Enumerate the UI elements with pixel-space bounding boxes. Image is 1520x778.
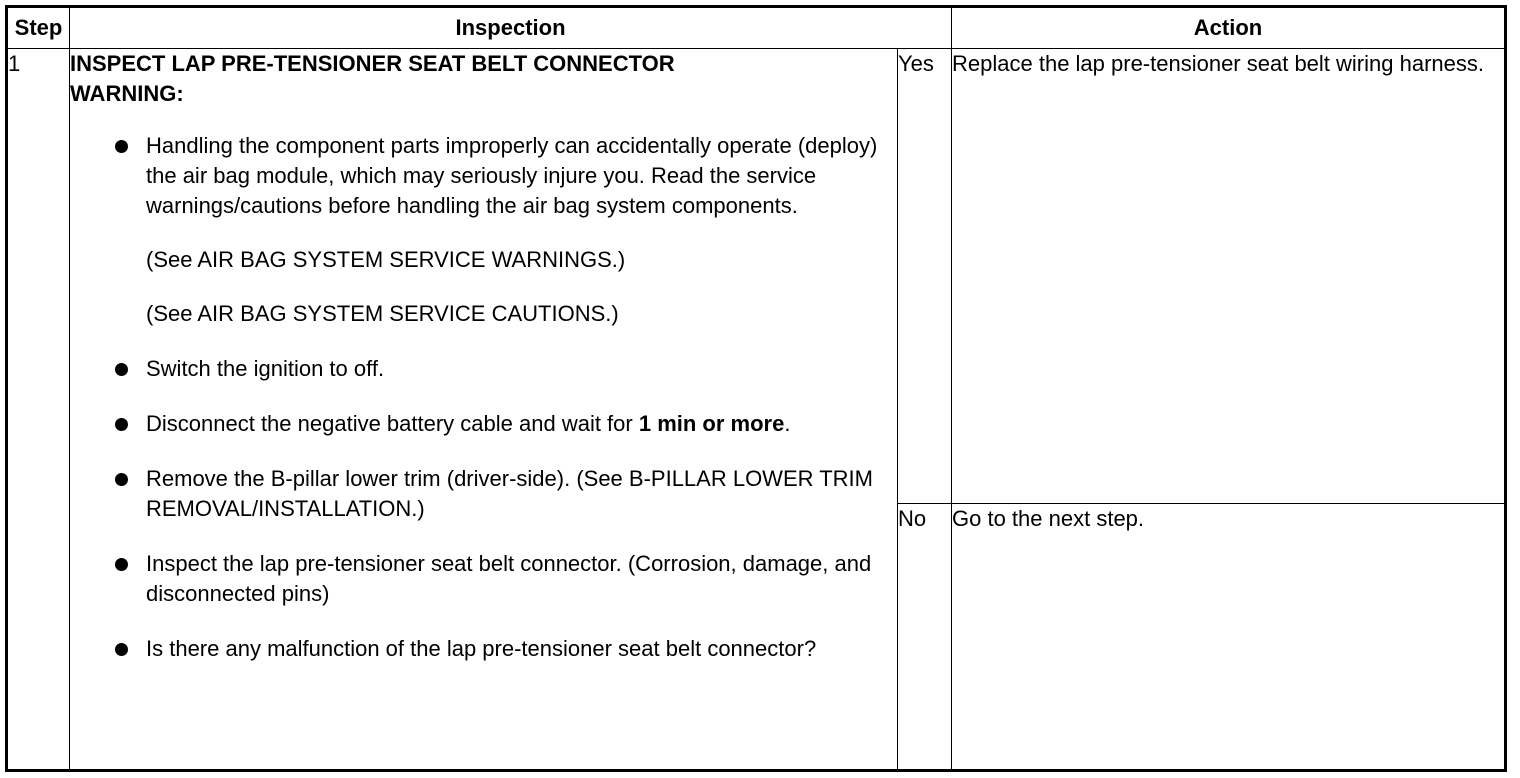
- bullet-dot-icon: [115, 473, 128, 486]
- bullet-question-text: Is there any malfunction of the lap pre-tensioner seat belt connector?: [146, 636, 817, 661]
- inspection-title-line1: INSPECT LAP PRE-TENSIONER SEAT BELT CONNECTOR: [70, 51, 675, 76]
- bullet-trim-text: Remove the B-pillar lower trim (driver-side). (See B-PILLAR LOWER TRIM REMOVAL/INSTALLATION.): [146, 466, 873, 521]
- diagnostic-table: [5, 5, 1507, 772]
- bullet-battery: [70, 409, 897, 439]
- no-action: Go to the next step.: [952, 504, 1506, 771]
- bullet-dot-icon: [115, 643, 128, 656]
- inspection-title: [70, 49, 897, 109]
- see-warnings-reference: (See AIR BAG SYSTEM SERVICE WARNINGS.): [146, 247, 626, 272]
- step-number: 1: [7, 49, 70, 771]
- bullet-battery-emphasis: 1 min or more: [638, 411, 785, 436]
- bullet-inspect-text: Inspect the lap pre-tensioner seat belt connector. (Corrosion, damage, and disconnected pins): [146, 551, 872, 606]
- bullet-ignition-text: Switch the ignition to off.: [146, 356, 385, 381]
- bullet-dot-icon: [115, 140, 128, 153]
- yes-label: Yes: [898, 49, 952, 504]
- bullet-question: [70, 634, 897, 664]
- bullet-warning: [70, 131, 897, 329]
- action-header: Action: [952, 7, 1506, 49]
- bullet-dot-icon: [115, 558, 128, 571]
- bullet-dot-icon: [115, 363, 128, 376]
- inspection-title-line2: WARNING:: [70, 81, 184, 106]
- inspection-bullet-list: [70, 131, 897, 664]
- bullet-battery-period: .: [784, 411, 791, 436]
- bullet-ignition: [70, 354, 897, 384]
- bullet-battery-text: Disconnect the negative battery cable and wait for: [146, 411, 639, 436]
- inspection-cell: [70, 49, 898, 771]
- step-row-yes: [7, 49, 1506, 504]
- no-label: No: [898, 504, 952, 771]
- warning-text: Handling the component parts improperly can accidentally operate (deploy) the air bag module, which may seriously injure you. Read the service warnings/cautions before handling the air bag system components.: [146, 133, 878, 218]
- bullet-dot-icon: [115, 418, 128, 431]
- inspection-header: Inspection: [70, 7, 952, 49]
- bullet-trim: [70, 464, 897, 524]
- step-header: Step: [7, 7, 70, 49]
- header-row: [7, 7, 1506, 49]
- see-cautions-reference: (See AIR BAG SYSTEM SERVICE CAUTIONS.): [146, 301, 619, 326]
- bullet-inspect: [70, 549, 897, 609]
- yes-action: Replace the lap pre-tensioner seat belt wiring harness.: [952, 49, 1506, 504]
